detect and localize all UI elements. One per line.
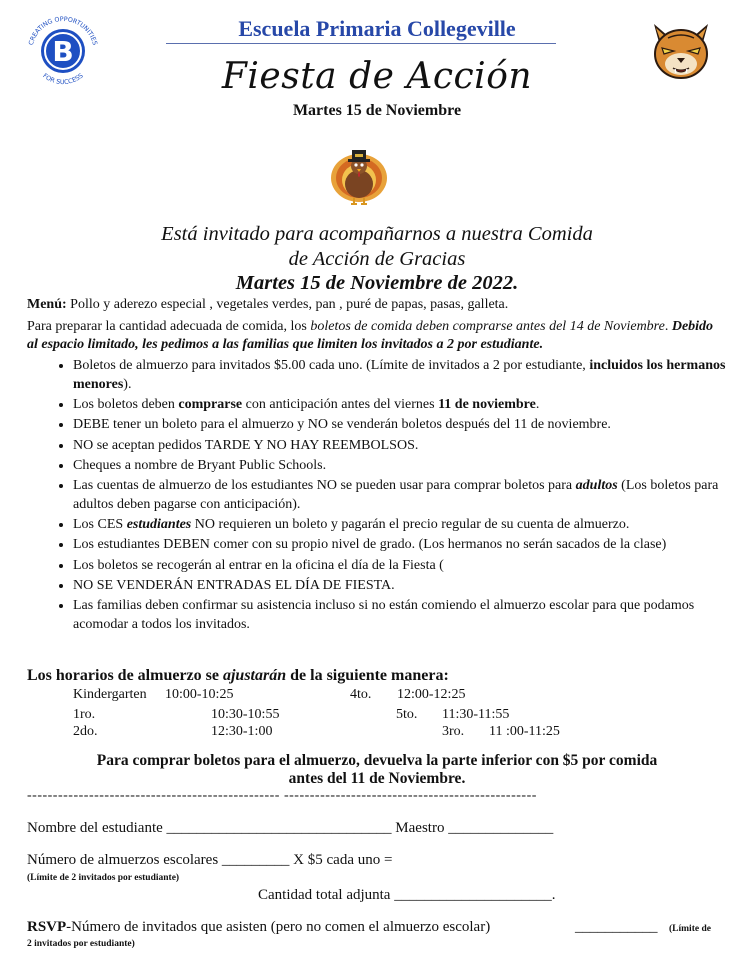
student-name-field[interactable]: ______________________________: [166, 820, 392, 836]
teacher-field[interactable]: ______________: [448, 820, 554, 836]
menu-label: Menú:: [27, 297, 67, 312]
list-item: • Las cuentas de almuerzo de los estudiantes NO se pueden usar para comprar boletos para adultos (Los boletos para adultos deben pagarse con anticipación).: [73, 476, 727, 514]
list-item: • Cheques a nombre de Bryant Public Schools.: [73, 456, 727, 475]
schedule-3-label: 3ro.: [442, 724, 465, 739]
purchase-line-1: Para comprar boletos para el almuerzo, devuelva la parte inferior con $5 por comida: [96, 752, 658, 769]
rsvp-row: [27, 919, 490, 936]
logo-text-top: CREATING OPPORTUNITIES: [27, 15, 99, 47]
event-date: Martes 15 de Noviembre: [292, 102, 462, 119]
list-item: • Los boletos se recogerán al entrar en la oficina el día de la Fiesta (: [73, 556, 727, 575]
guest-limit-note: (Límite de 2 invitados por estudiante): [27, 873, 180, 883]
total-row: Cantidad total adjunta _____________________.: [258, 887, 556, 903]
prep-punct: .: [664, 319, 672, 334]
cut-line: ------------------------------------------------- -------------------------------------------------: [27, 788, 537, 803]
list-item: • NO se aceptan pedidos TARDE Y NO HAY REEMBOLSOS.: [73, 436, 727, 455]
schedule-4-label: 4to.: [350, 687, 372, 702]
total-amount-field[interactable]: _____________________: [394, 887, 552, 903]
rsvp-label: RSVP: [27, 919, 67, 935]
list-item: • Los boletos deben comprarse con anticipación antes del viernes 11 de noviembre.: [73, 395, 727, 414]
list-item: • Boletos de almuerzo para invitados $5.00 cada uno. (Límite de invitados a 2 por estudiante, incluidos los hermanos menores).: [73, 356, 727, 394]
menu-line: [27, 296, 727, 314]
list-item: • Los estudiantes DEBEN comer con su propio nivel de grado. (Los hermanos no serán sacados de la clase): [73, 535, 727, 554]
schedule-1-label: 1ro.: [73, 707, 96, 722]
schedule-4-time: 12:00-12:25: [397, 687, 466, 702]
invitation-text: [110, 222, 644, 272]
turkey-icon: [326, 140, 392, 210]
prep-paragraph: [27, 318, 727, 354]
invite-line-1: Está invitado para acompañarnos a nuestra Comida: [161, 223, 593, 245]
schedule-2-time: 12:30-1:00: [211, 724, 273, 739]
list-item: • Los CES estudiantes NO requieren un boleto y pagarán el precio regular de su cuenta de almuerzo.: [73, 515, 727, 534]
schedule-k-label: Kindergarten: [73, 687, 147, 702]
school-name: Escuela Primaria Collegeville: [238, 16, 516, 41]
meals-count-field[interactable]: _________: [221, 852, 290, 868]
schedule-k-time: 10:00-10:25: [165, 687, 234, 702]
list-item: • DEBE tener un boleto para el almuerzo y NO se venderán boletos después del 11 de noviembre.: [73, 415, 727, 434]
details-section: [27, 296, 727, 635]
schedule-5-time: 11:30-11:55: [442, 707, 510, 722]
student-name-label: Nombre del estudiante: [27, 820, 163, 836]
student-row: [27, 820, 553, 837]
meals-label: Número de almuerzos escolares: [27, 852, 219, 868]
menu-items: Pollo y aderezo especial , vegetales verdes, pan , puré de papas, pasas, galleta.: [66, 297, 509, 312]
purchase-line-2: antes del 11 de Noviembre.: [288, 770, 466, 787]
full-event-date: Martes 15 de Noviembre de 2022.: [235, 272, 519, 294]
schedule-3-time: 11 :00-11:25: [489, 724, 560, 739]
total-label: Cantidad total adjunta: [258, 887, 391, 903]
title-divider: [166, 43, 556, 44]
logo-text-bottom: FOR SUCCESS: [41, 72, 85, 86]
schedule-5-label: 5to.: [396, 707, 418, 722]
schedule-2-label: 2do.: [73, 724, 98, 739]
rsvp-count-field[interactable]: ___________: [575, 919, 658, 935]
schedule-1-time: 10:30-10:55: [211, 707, 280, 722]
rsvp-text: -Número de invitados que asisten (pero no comen el almuerzo escolar): [66, 919, 491, 935]
rules-list: [27, 356, 727, 634]
meals-row: [27, 852, 392, 869]
meals-price: X $5 cada uno =: [293, 852, 393, 868]
prep-text: Para preparar la cantidad adecuada de comida, los: [27, 319, 311, 334]
logo-letter: B: [52, 35, 74, 68]
invite-line-2: de Acción de Gracias: [288, 248, 466, 270]
list-item: • NO SE VENDERÁN ENTRADAS EL DÍA DE FIESTA.: [73, 576, 727, 595]
prep-deadline: boletos de comida deben comprarse antes del 14 de Noviembre: [310, 319, 665, 334]
prep-limit-note: Debido al espacio limitado, les pedimos a las familias que limiten los invitados a 2 por estudiante.: [27, 319, 714, 352]
list-item: • Las familias deben confirmar su asistencia incluso si no están comiendo el almuerzo escolar para que podamos acomodar a todos los invitados.: [73, 596, 727, 634]
rsvp-limit-note-a: (Límite de: [669, 924, 711, 934]
purchase-instructions: [27, 752, 727, 788]
teacher-label: Maestro: [395, 820, 445, 836]
event-title: Fiesta de Acción: [221, 56, 533, 97]
schedule-heading: Los horarios de almuerzo se ajustarán de la siguiente manera:: [27, 667, 449, 684]
rsvp-limit-note-b: 2 invitados por estudiante): [27, 939, 135, 949]
